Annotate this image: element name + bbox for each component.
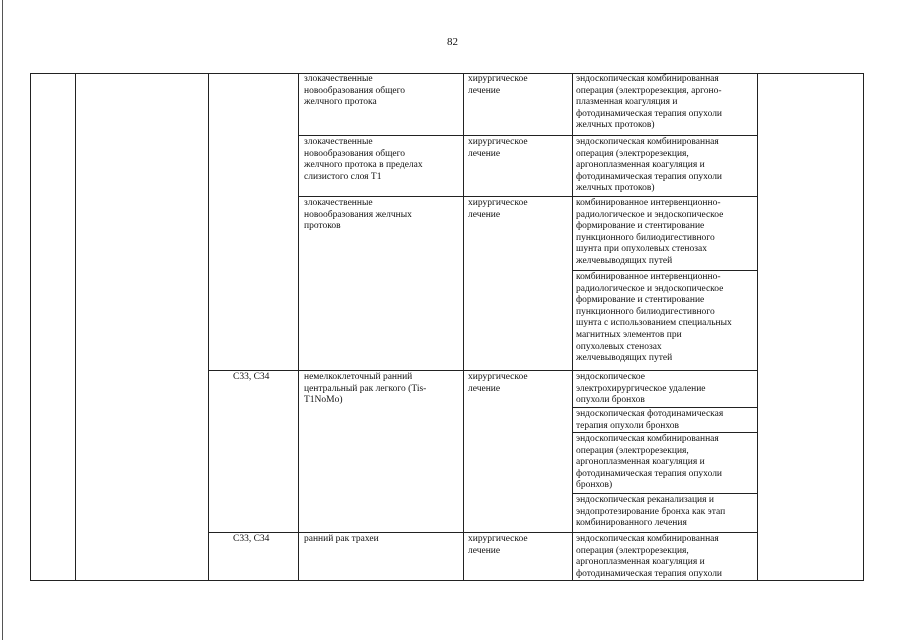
method-cell: эндоскопическая реканализация и эндопротезирование бронха как этап комбинированного лечения	[576, 495, 726, 529]
row-divider	[298, 135, 757, 136]
diagnosis-cell: ранний рак трахеи	[304, 534, 379, 544]
method-cell: комбинированное интервенционно- радиологическое и эндоскопическое формирование и стентирование пункционного билиодигестивного шунта с использованием специальных магнитных элементов при опухолевых стенозах желчевыводящих путей	[576, 272, 732, 364]
column-divider-6	[757, 73, 758, 581]
column-divider-5	[572, 73, 573, 581]
icd-codes-cell: C33, C34	[233, 534, 270, 544]
method-cell: комбинированное интервенционно- радиологическое и эндоскопическое формирование и стентирование пункционного билиодигестивного шунта при опухолевых стенозах желчевыводящих путей	[576, 198, 724, 266]
method-divider	[572, 493, 757, 494]
method-cell: эндоскопическая комбинированная операция (электрорезекция, аргоно- плазменная коагуляция и фотодинамическая терапия опухоли желчных протоков)	[576, 74, 723, 131]
treatment-cell: хирургическое лечение	[468, 372, 528, 394]
row-divider	[208, 532, 757, 533]
table-border-left	[30, 73, 31, 581]
method-cell: эндоскопическая фотодинамическая терапия опухоли бронхов	[576, 409, 724, 431]
diagnosis-cell: злокачественные новообразования общего желчного протока в пределах слизистого слоя T1	[304, 137, 423, 182]
method-divider	[572, 270, 757, 271]
method-cell: эндоскопическая комбинированная операция (электрорезекция, аргоноплазменная коагуляция и фотодинамическая терапия опухоли желчных протоков)	[576, 137, 723, 194]
treatment-cell: хирургическое лечение	[468, 137, 528, 159]
row-divider	[298, 196, 757, 197]
treatment-cell: хирургическое лечение	[468, 534, 528, 556]
diagnosis-cell: немелкоклеточный ранний центральный рак легкого (Tis- T1NoMo)	[304, 372, 427, 406]
table-border-top	[30, 73, 864, 74]
column-divider-4	[463, 73, 464, 581]
treatment-cell: хирургическое лечение	[468, 74, 528, 96]
page-number: 82	[447, 36, 458, 48]
column-divider-3	[298, 73, 299, 581]
treatment-cell: хирургическое лечение	[468, 198, 528, 220]
column-divider-2	[208, 73, 209, 581]
diagnosis-cell: злокачественные новообразования желчных протоков	[304, 198, 412, 232]
table-border-right	[863, 73, 864, 581]
row-divider	[208, 370, 757, 371]
method-cell: эндоскопическая комбинированная операция (электрорезекция, аргоноплазменная коагуляция и фотодинамическая терапия опухоли бронхов)	[576, 434, 723, 491]
page-left-border	[2, 0, 3, 640]
table-border-bottom	[30, 580, 864, 581]
method-divider	[572, 407, 757, 408]
column-divider-1	[75, 73, 76, 581]
method-cell: эндоскопическое электрохирургическое удаление опухоли бронхов	[576, 372, 706, 406]
method-cell: эндоскопическая комбинированная операция (электрорезекция, аргоноплазменная коагуляция и фотодинамическая терапия опухоли	[576, 534, 723, 579]
diagnosis-cell: злокачественные новообразования общего желчного протока	[304, 74, 406, 108]
icd-codes-cell: C33, C34	[233, 372, 270, 382]
